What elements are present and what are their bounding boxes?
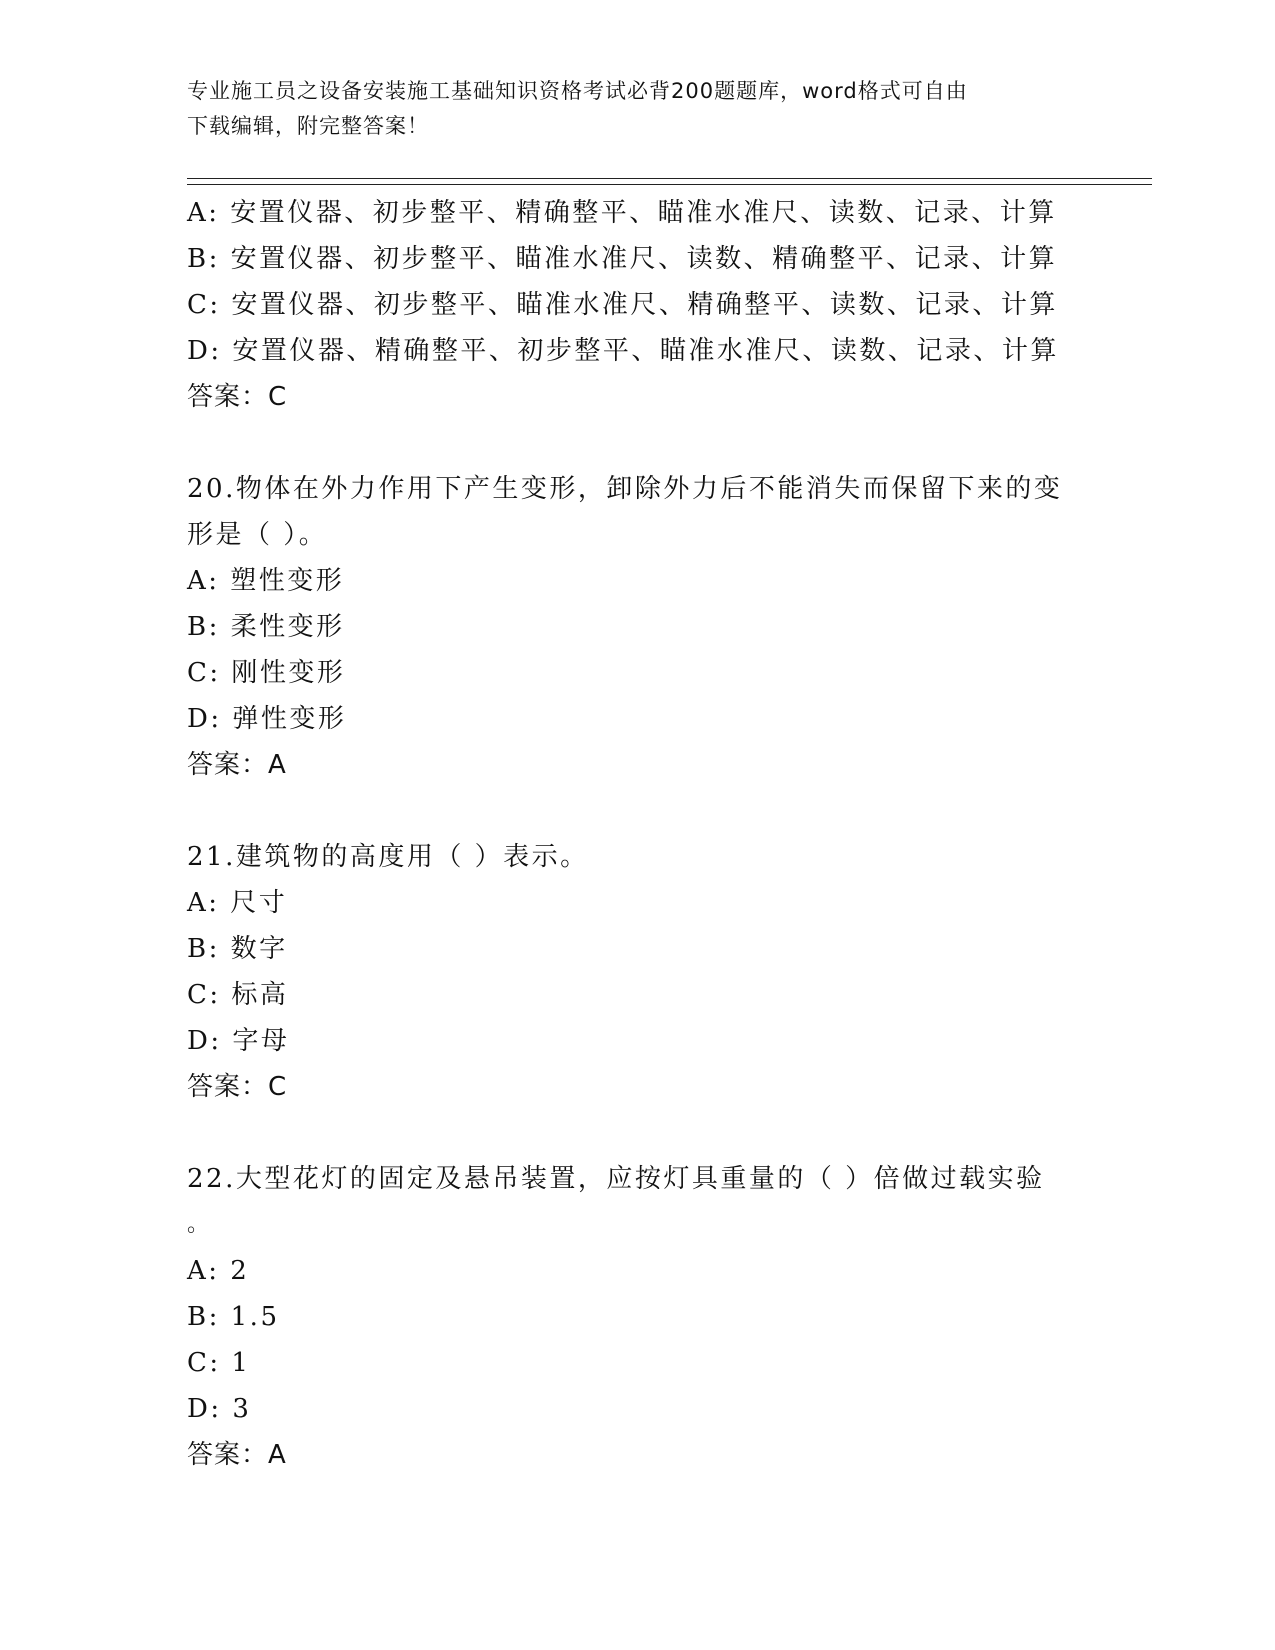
option-c: C: 刚性变形 — [187, 658, 346, 688]
option-b: B: 安置仪器、初步整平、瞄准水准尺、读数、精确整平、记录、计算 — [187, 244, 1058, 274]
question-stem-continued: 形是（ ）。 — [187, 520, 328, 550]
spacer — [187, 788, 1087, 834]
spacer — [187, 420, 1087, 466]
option-b: B: 数字 — [187, 934, 288, 964]
question-stem: 22.大型花灯的固定及悬吊装置，应按灯具重量的（ ）倍做过载实验 — [187, 1164, 1045, 1194]
header-line-1: 专业施工员之设备安装施工基础知识资格考试必背200题题库，word格式可自由 — [187, 79, 968, 103]
option-c: C: 1 — [187, 1348, 251, 1378]
question-21 — [187, 834, 1087, 1110]
question-19 — [187, 190, 1087, 420]
document-header — [187, 74, 1087, 144]
answer: 答案：A — [187, 1440, 287, 1470]
spacer — [187, 1110, 1087, 1156]
option-a: A: 尺寸 — [187, 888, 288, 918]
question-content — [187, 190, 1087, 1478]
option-d: D: 3 — [187, 1394, 252, 1424]
header-line-2: 下载编辑，附完整答案！ — [187, 114, 429, 138]
question-stem: 21.建筑物的高度用（ ）表示。 — [187, 842, 589, 872]
question-22 — [187, 1156, 1087, 1478]
question-20 — [187, 466, 1087, 788]
question-stem-continued: 。 — [187, 1212, 212, 1237]
option-d: D: 弹性变形 — [187, 704, 347, 734]
header-divider-bottom — [187, 184, 1152, 185]
option-a: A: 塑性变形 — [187, 566, 345, 596]
question-stem: 20.物体在外力作用下产生变形，卸除外力后不能消失而保留下来的变 — [187, 474, 1063, 504]
option-a: A: 2 — [187, 1256, 250, 1286]
option-c: C: 安置仪器、初步整平、瞄准水准尺、精确整平、读数、记录、计算 — [187, 290, 1058, 320]
answer: 答案：C — [187, 382, 288, 412]
option-d: D: 安置仪器、精确整平、初步整平、瞄准水准尺、读数、记录、计算 — [187, 336, 1059, 366]
answer: 答案：C — [187, 1072, 288, 1102]
answer: 答案：A — [187, 750, 287, 780]
option-b: B: 1.5 — [187, 1302, 280, 1332]
option-a: A: 安置仪器、初步整平、精确整平、瞄准水准尺、读数、记录、计算 — [187, 198, 1057, 228]
header-divider-top — [187, 178, 1152, 179]
option-b: B: 柔性变形 — [187, 612, 345, 642]
option-d: D: 字母 — [187, 1026, 290, 1056]
option-c: C: 标高 — [187, 980, 289, 1010]
